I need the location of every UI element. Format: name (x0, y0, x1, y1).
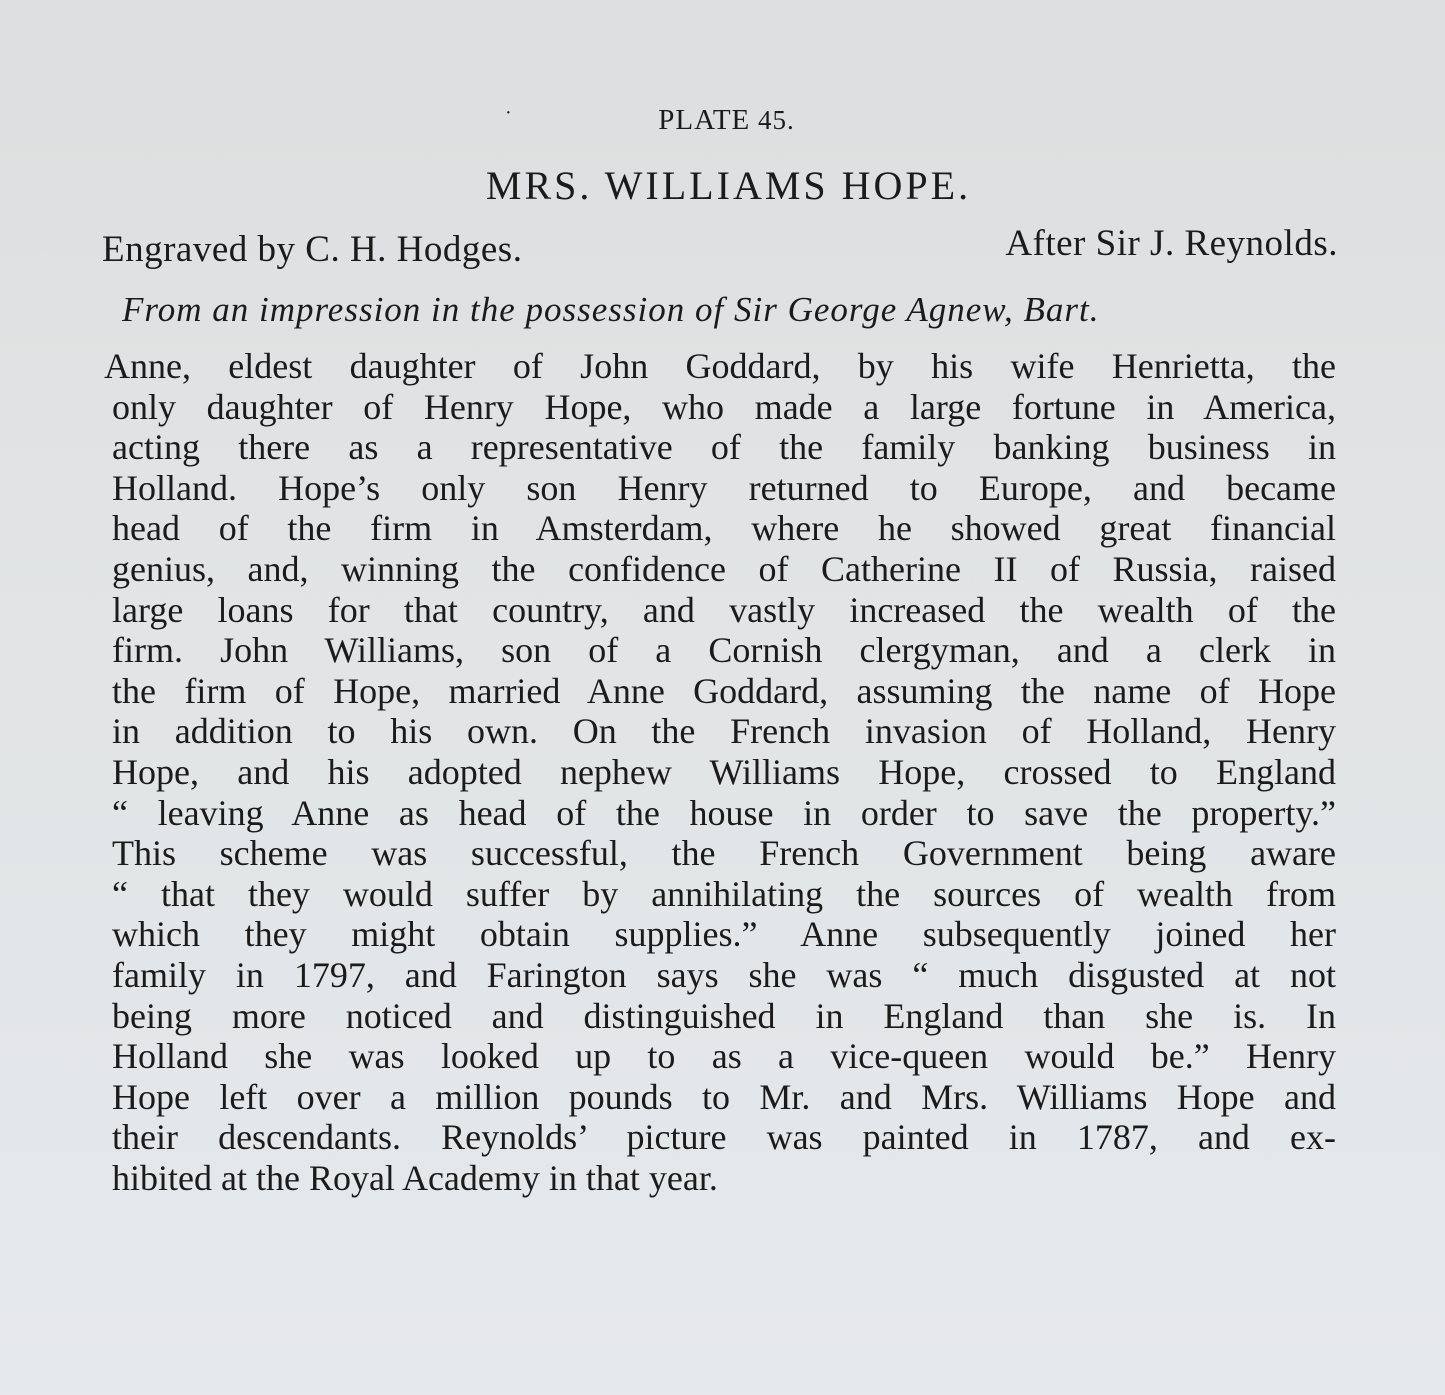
body-line: the firm of Hope, married Anne Goddard, assuming the name of Hope (112, 670, 1336, 711)
engraver-credit: Engraved by C. H. Hodges. (102, 229, 523, 270)
body-line: which they might obtain supplies.” Anne subsequently joined her (112, 914, 1336, 955)
body-line: This scheme was successful, the French Government being aware (112, 833, 1336, 874)
body-line: acting there as a representative of the family banking business in (112, 427, 1336, 468)
printer-mark: · (505, 102, 513, 124)
body-line: firm. John Williams, son of a Cornish clergyman, and a clerk in (112, 630, 1336, 671)
plate-number: 45. (758, 105, 795, 135)
plate-heading (0, 104, 1445, 137)
body-line: family in 1797, and Farington says she was “ much disgusted at not (112, 954, 1336, 995)
body-line: Holland. Hope’s only son Henry returned to Europe, and became (112, 467, 1336, 508)
body-line: only daughter of Henry Hope, who made a large fortune in America, (112, 386, 1336, 427)
body-line: genius, and, winning the confidence of Catherine II of Russia, raised (112, 548, 1336, 589)
body-line: Anne, eldest daughter of John Goddard, by his wife Henrietta, the (104, 346, 1336, 386)
body-line: “ leaving Anne as head of the house in order to save the property.” (112, 792, 1336, 833)
plate-label: PLATE (658, 104, 751, 136)
body-line: head of the firm in Amsterdam, where he showed great financial (112, 508, 1336, 549)
body-line: hibited at the Royal Academy in that year. (112, 1157, 718, 1198)
body-line: their descendants. Reynolds’ picture was painted in 1787, and ex- (112, 1117, 1336, 1158)
body-line: “ that they would suffer by annihilating the sources of wealth from (112, 873, 1336, 914)
body-line: being more noticed and distinguished in England than she is. In (112, 995, 1336, 1036)
body-line: large loans for that country, and vastly increased the wealth of the (112, 589, 1336, 630)
page-title: MRS. WILLIAMS HOPE. (485, 163, 972, 208)
body-line: Hope, and his adopted nephew Williams Hope, crossed to England (112, 751, 1336, 792)
body-line: in addition to his own. On the French invasion of Holland, Henry (112, 711, 1336, 752)
body-paragraph (104, 346, 1336, 1198)
body-line: Holland she was looked up to as a vice-queen would be.” Henry (112, 1036, 1336, 1077)
artist-credit: After Sir J. Reynolds. (1005, 223, 1338, 264)
credits-line (102, 223, 1338, 278)
body-line: Hope left over a million pounds to Mr. and Mrs. Williams Hope and (112, 1076, 1336, 1117)
provenance-note: From an impression in the possession of Sir George Agnew, Bart. (122, 290, 1100, 329)
